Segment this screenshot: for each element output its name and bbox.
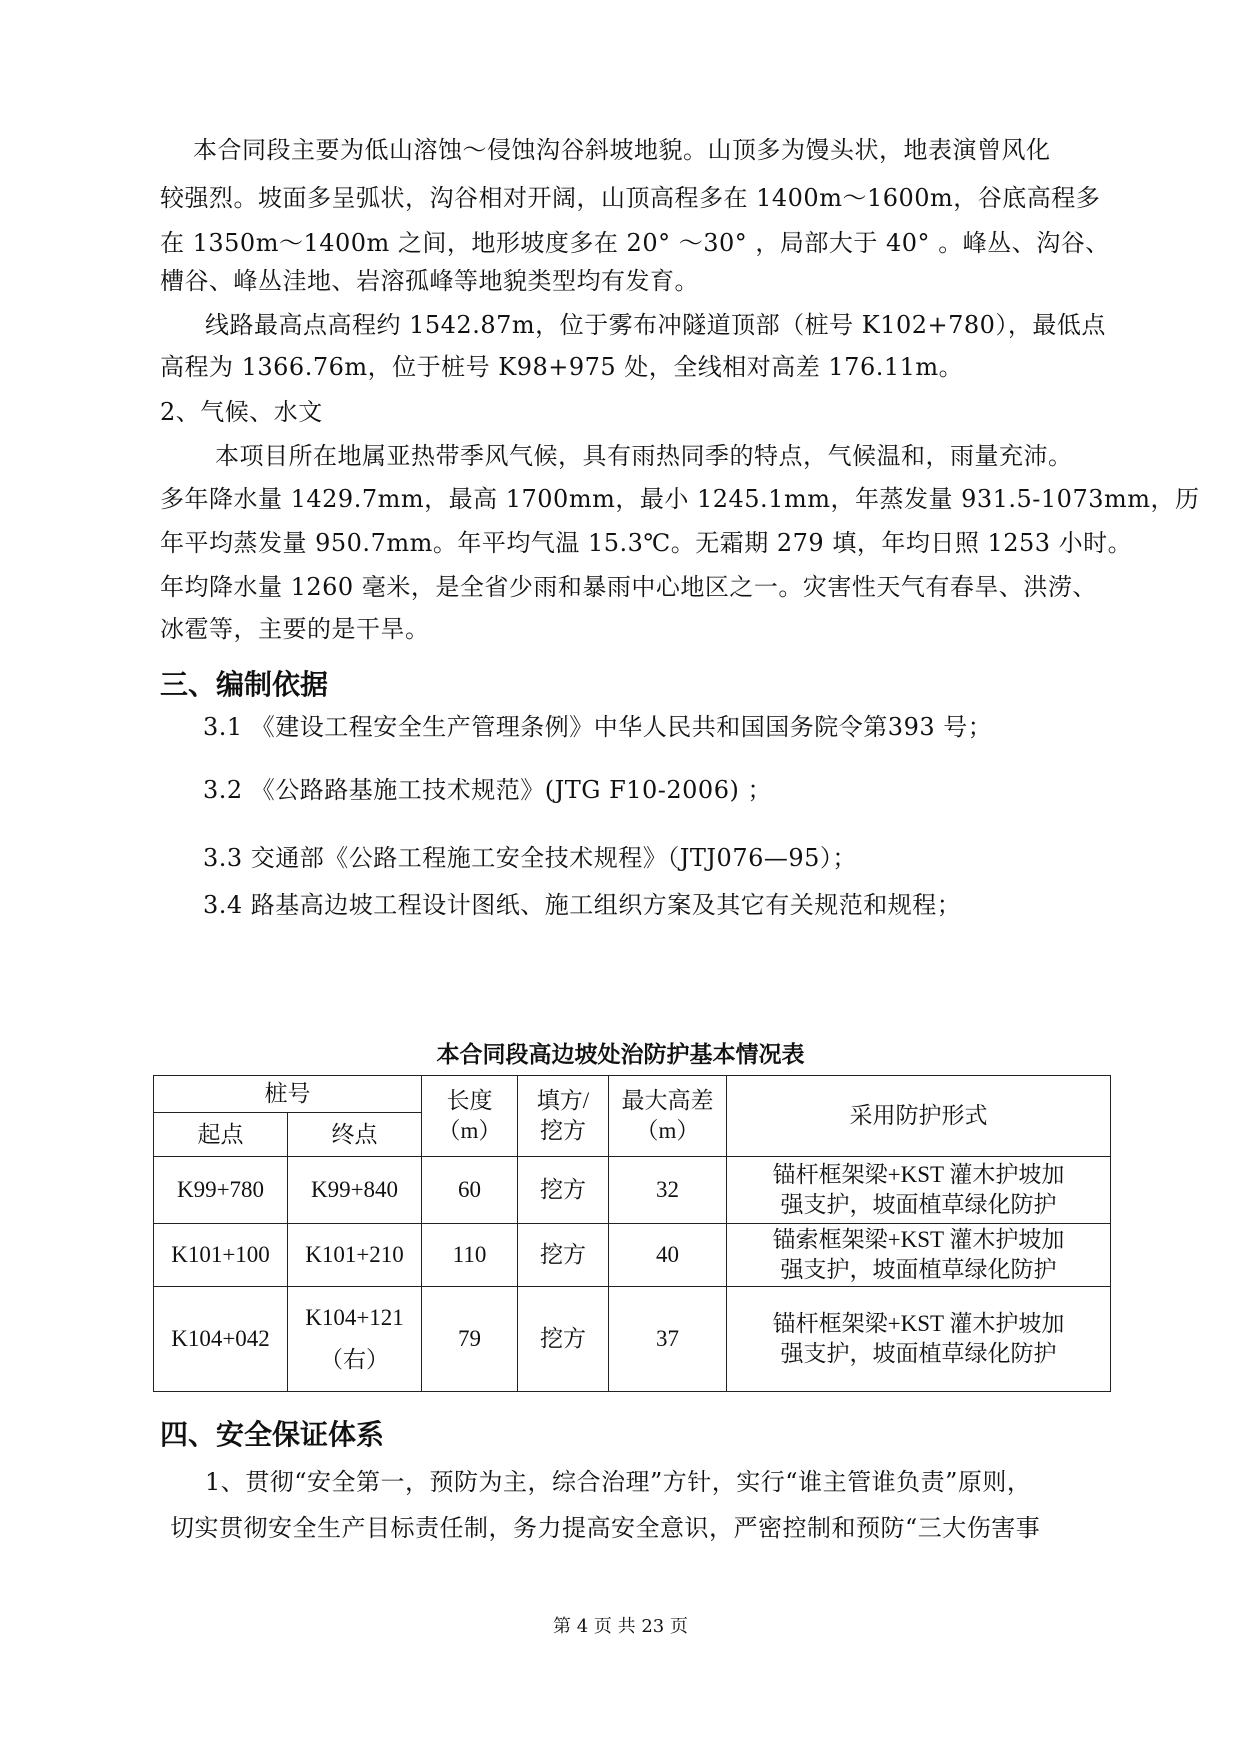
header-fill-cut xyxy=(518,1076,609,1157)
table-row xyxy=(154,1224,1111,1287)
header-start: 起点 xyxy=(154,1113,288,1157)
table-title: 本合同段高边坡处治防护基本情况表 xyxy=(436,1042,805,1068)
reference-item: 3.1 《建设工程安全生产管理条例》中华人民共和国国务院令第393 号； xyxy=(203,713,993,741)
cell-protection xyxy=(727,1157,1111,1224)
cell-type: 挖方 xyxy=(518,1224,609,1287)
paragraph-line: 年平均蒸发量 950.7mm。年平均气温 15.3℃。无霜期 279 填，年均日照 1253 小时。 xyxy=(160,529,1133,557)
cell-end: K99+840 xyxy=(288,1157,422,1224)
paragraph-line: 高程为 1366.76m，位于桩号 K98+975 处，全线相对高差 176.11m。 xyxy=(160,353,964,381)
section-heading: 四、安全保证体系 xyxy=(160,1418,385,1451)
table-row xyxy=(154,1157,1111,1224)
paragraph-line: 本项目所在地属亚热带季风气候，具有雨热同季的特点，气候温和，雨量充沛。 xyxy=(215,442,1073,470)
cell-height: 40 xyxy=(609,1224,727,1287)
paragraph-line: 冰雹等，主要的是干旱。 xyxy=(160,615,430,643)
cell-start: K101+100 xyxy=(154,1224,288,1287)
cell-end: K101+210 xyxy=(288,1224,422,1287)
paragraph-line: 较强烈。坡面多呈弧状，沟谷相对开阔，山顶高程多在 1400m～1600m，谷底高程多 xyxy=(160,184,1101,212)
cell-end-note: （右） xyxy=(320,1347,389,1372)
header-length-label: 长度 xyxy=(446,1088,493,1113)
header-fill-cut-line2: 挖方 xyxy=(540,1118,586,1143)
cell-type: 挖方 xyxy=(518,1287,609,1392)
header-protection: 采用防护形式 xyxy=(727,1076,1111,1157)
paragraph-line: 多年降水量 1429.7mm，最高 1700mm，最小 1245.1mm，年蒸发量 931.5-1073mm，历 xyxy=(160,485,1200,513)
reference-item: 3.3 交通部《公路工程施工安全技术规程》（JTJ076—95）； xyxy=(203,844,857,872)
header-fill-cut-line1: 填方/ xyxy=(536,1088,590,1113)
page-number: 第 4 页 共 23 页 xyxy=(553,1616,688,1637)
table-row xyxy=(154,1287,1111,1392)
header-length xyxy=(422,1076,518,1157)
paragraph-line: 槽谷、峰丛洼地、岩溶孤峰等地貌类型均有发育。 xyxy=(160,267,699,295)
paragraph-line: 在 1350m～1400m 之间，地形坡度多在 20° ～30° ，局部大于 40° 。峰丛、沟谷、 xyxy=(160,229,1110,257)
header-length-unit: （m） xyxy=(437,1118,502,1143)
reference-item: 3.2 《公路路基施工技术规范》(JTG F10-2006) ； xyxy=(203,776,772,804)
header-max-height-label: 最大高差 xyxy=(621,1088,714,1113)
cell-start: K104+042 xyxy=(154,1287,288,1392)
cell-length: 110 xyxy=(422,1224,518,1287)
protection-line2: 强支护，坡面植草绿化防护 xyxy=(780,1341,1057,1366)
protection-line2: 强支护，坡面植草绿化防护 xyxy=(780,1192,1057,1217)
header-station: 桩号 xyxy=(154,1076,422,1113)
table-header-row xyxy=(154,1076,1111,1113)
paragraph-line: 年均降水量 1260 毫米，是全省少雨和暴雨中心地区之一。灾害性天气有春旱、洪涝、 xyxy=(160,573,1097,601)
section-heading: 三、编制依据 xyxy=(160,668,329,701)
cell-end-value: K104+121 xyxy=(305,1305,404,1330)
paragraph-line: 本合同段主要为低山溶蚀～侵蚀沟谷斜坡地貌。山顶多为馒头状，地表演曾风化 xyxy=(193,136,1051,164)
reference-item: 3.4 路基高边坡工程设计图纸、施工组织方案及其它有关规范和规程； xyxy=(203,891,962,919)
cell-height: 37 xyxy=(609,1287,727,1392)
cell-type: 挖方 xyxy=(518,1157,609,1224)
protection-line1: 锚杆框架梁+KST 灌木护坡加 xyxy=(772,1311,1065,1336)
protection-line1: 锚杆框架梁+KST 灌木护坡加 xyxy=(772,1162,1065,1187)
cell-start: K99+780 xyxy=(154,1157,288,1224)
paragraph-line: 切实贯彻安全生产目标责任制，务力提高安全意识，严密控制和预防“三大伤害事 xyxy=(170,1514,1041,1542)
protection-line2: 强支护，坡面植草绿化防护 xyxy=(780,1257,1057,1282)
header-end: 终点 xyxy=(288,1113,422,1157)
cell-protection xyxy=(727,1224,1111,1287)
header-max-height-unit: （m） xyxy=(635,1118,700,1143)
cell-length: 60 xyxy=(422,1157,518,1224)
paragraph-line: 1、贯彻“安全第一，预防为主，综合治理”方针，实行“谁主管谁负责”原则， xyxy=(205,1468,1032,1496)
cell-end xyxy=(288,1287,422,1392)
protection-line1: 锚索框架梁+KST 灌木护坡加 xyxy=(772,1227,1065,1252)
protection-table xyxy=(153,1075,1111,1392)
cell-height: 32 xyxy=(609,1157,727,1224)
paragraph-line: 线路最高点高程约 1542.87m，位于雾布冲隧道顶部（桩号 K102+780），最低点 xyxy=(205,311,1106,339)
header-max-height xyxy=(609,1076,727,1157)
cell-length: 79 xyxy=(422,1287,518,1392)
subsection-title: 2、气候、水文 xyxy=(160,398,323,426)
cell-protection xyxy=(727,1287,1111,1392)
